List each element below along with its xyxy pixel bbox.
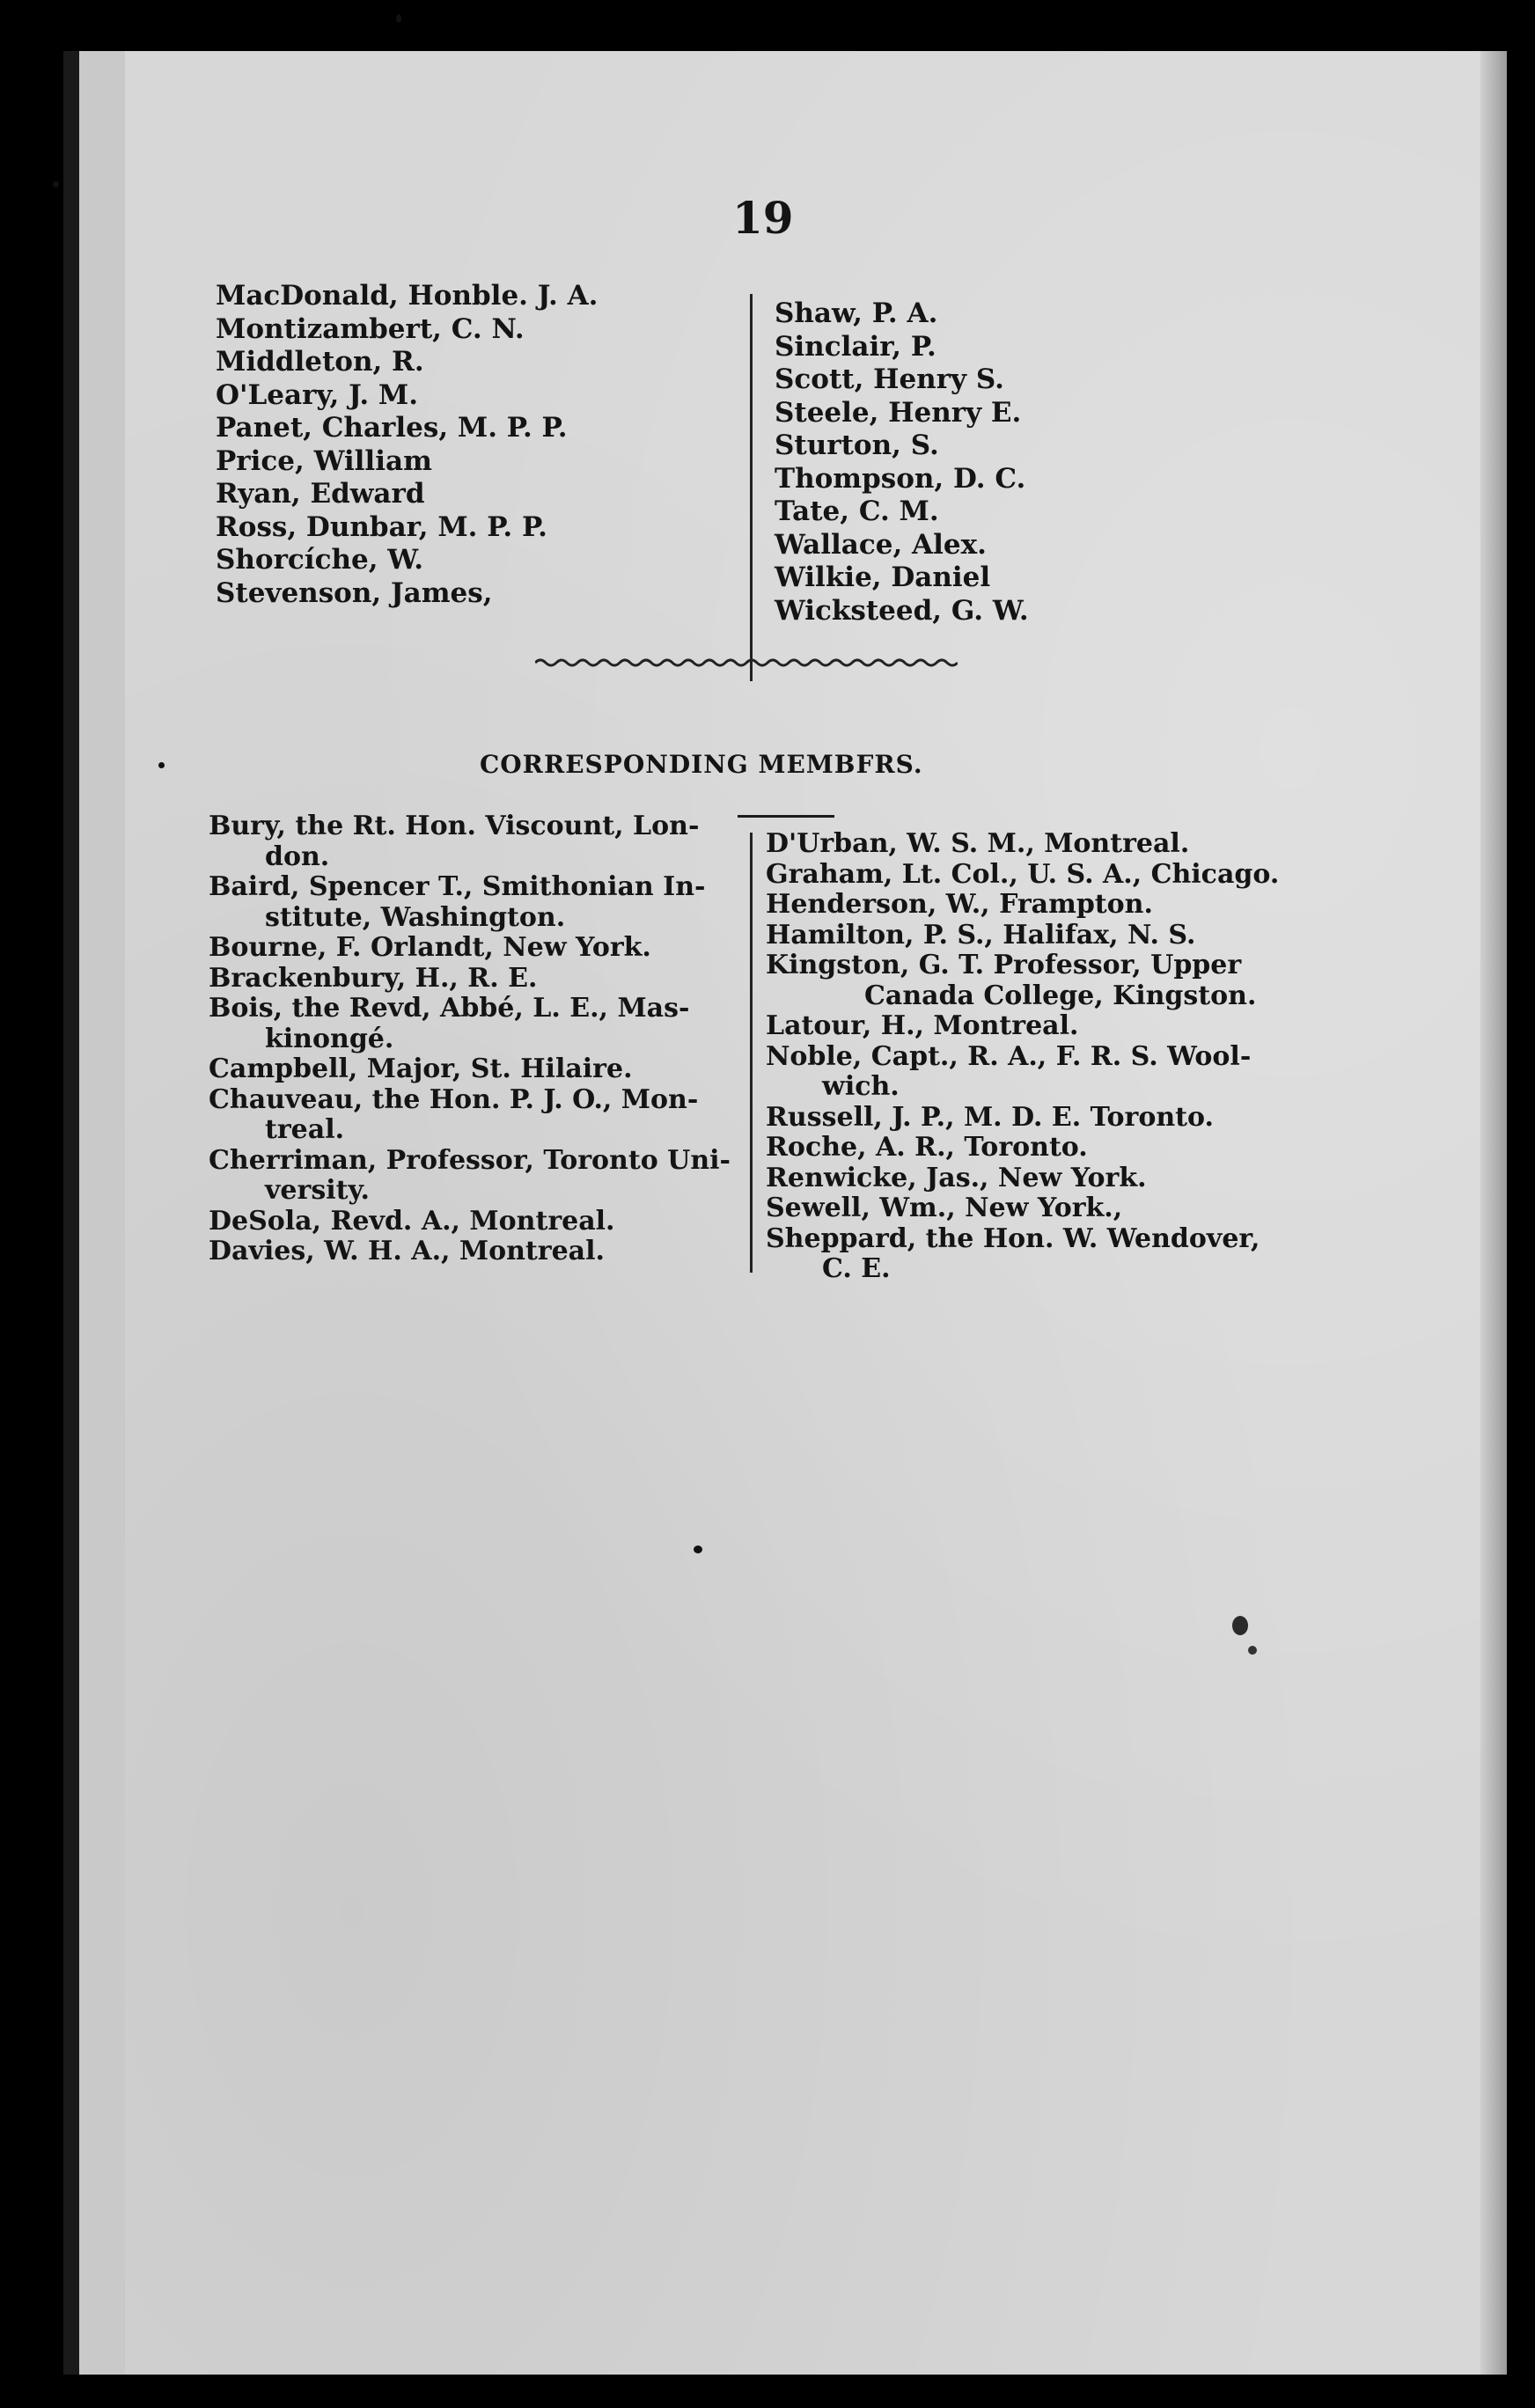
entry-line: treal. [265, 1114, 345, 1145]
member-name: Wallace, Alex. [775, 528, 987, 561]
member-name: Steele, Henry E. [775, 396, 1022, 429]
entry-line: Russell, J. P., M. D. E. Toronto. [766, 1101, 1214, 1133]
member-name: Montizambert, C. N. [216, 312, 525, 345]
entry-line: kinongé. [265, 1023, 394, 1054]
member-name: Shaw, P. A. [775, 297, 938, 329]
entry-line: Graham, Lt. Col., U. S. A., Chicago. [766, 858, 1280, 890]
member-name: Shorcíche, W. [216, 544, 424, 576]
entry-line: Bourne, F. Orlandt, New York. [209, 932, 651, 963]
speck [53, 181, 59, 187]
entry-line: Canada College, Kingston. [864, 980, 1257, 1011]
member-name: Wicksteed, G. W. [775, 594, 1029, 627]
member-name: Ryan, Edward [216, 478, 425, 510]
entry-line: Sheppard, the Hon. W. Wendover, [766, 1222, 1260, 1254]
gutter-strip [79, 51, 125, 2375]
speck [694, 1545, 702, 1553]
member-name: O'Leary, J. M. [216, 378, 419, 411]
member-name: Tate, C. M. [775, 496, 939, 527]
corresponding-list-right [766, 829, 1279, 1285]
entry-line: Henderson, W., Frampton. [766, 889, 1153, 920]
member-name: Ross, Dunbar, M. P. P. [216, 510, 547, 543]
entry-line: Kingston, G. T. Professor, Upper [766, 950, 1242, 980]
member-name: Sinclair, P. [775, 330, 936, 363]
binding-spine [63, 51, 79, 2375]
member-name: Price, William [216, 444, 432, 477]
entry-line: Davies, W. H. A., Montreal. [209, 1236, 605, 1266]
entry-line: don. [265, 841, 330, 872]
member-name: MacDonald, Honble. J. A. [216, 280, 599, 312]
entry-line: Roche, A. R., Toronto. [766, 1132, 1088, 1163]
member-name: Panet, Charles, M. P. P. [216, 412, 568, 444]
member-name: Middleton, R. [216, 346, 424, 378]
entry-line: stitute, Washington. [265, 901, 566, 933]
entry-line: Chauveau, the Hon. P. J. O., Mon- [209, 1083, 699, 1115]
speck [158, 762, 165, 768]
page-edge-shadow [1480, 51, 1507, 2375]
member-name: Sturton, S. [775, 429, 939, 461]
entry-line: Hamilton, P. S., Halifax, N. S. [766, 919, 1196, 951]
entry-line: DeSola, Revd. A., Montreal. [209, 1205, 615, 1237]
speck [1232, 1616, 1248, 1635]
members-list-left [216, 280, 598, 610]
entry-line: wich. [822, 1071, 900, 1102]
corresponding-list-left [209, 811, 731, 1267]
entry-line: C. E. [822, 1253, 891, 1284]
member-name: Thompson, D. C. [775, 462, 1026, 495]
entry-line: Brackenbury, H., R. E. [209, 962, 538, 994]
members-list-right [775, 297, 1029, 628]
entry-line: Bury, the Rt. Hon. Viscount, Lon- [209, 811, 700, 841]
entry-line: D'Urban, W. S. M., Montreal. [766, 828, 1190, 859]
entry-line: Latour, H., Montreal. [766, 1010, 1079, 1041]
member-name: Scott, Henry S. [775, 363, 1004, 395]
member-name: Stevenson, James, [216, 576, 493, 609]
entry-line: Baird, Spencer T., Smithonian In- [209, 871, 706, 902]
entry-line: Sewell, Wm., New York., [766, 1193, 1123, 1223]
ornamental-divider [535, 653, 958, 672]
column-divider [750, 294, 753, 681]
entry-line: versity. [265, 1175, 370, 1206]
entry-line: Cherriman, Professor, Toronto Uni- [209, 1144, 731, 1176]
entry-line: Campbell, Major, St. Hilaire. [209, 1054, 633, 1084]
speck [396, 14, 401, 23]
page-number: 19 [732, 192, 794, 244]
speck [1248, 1646, 1257, 1655]
entry-line: Renwicke, Jas., New York. [766, 1162, 1147, 1193]
member-name: Wilkie, Daniel [775, 562, 991, 593]
section-heading: CORRESPONDING MEMBFRS. [480, 750, 923, 779]
entry-line: Noble, Capt., R. A., F. R. S. Wool- [766, 1040, 1252, 1072]
heading-rule [738, 815, 834, 818]
entry-line: Bois, the Revd, Abbé, L. E., Mas- [209, 993, 690, 1024]
column-divider [750, 833, 753, 1273]
